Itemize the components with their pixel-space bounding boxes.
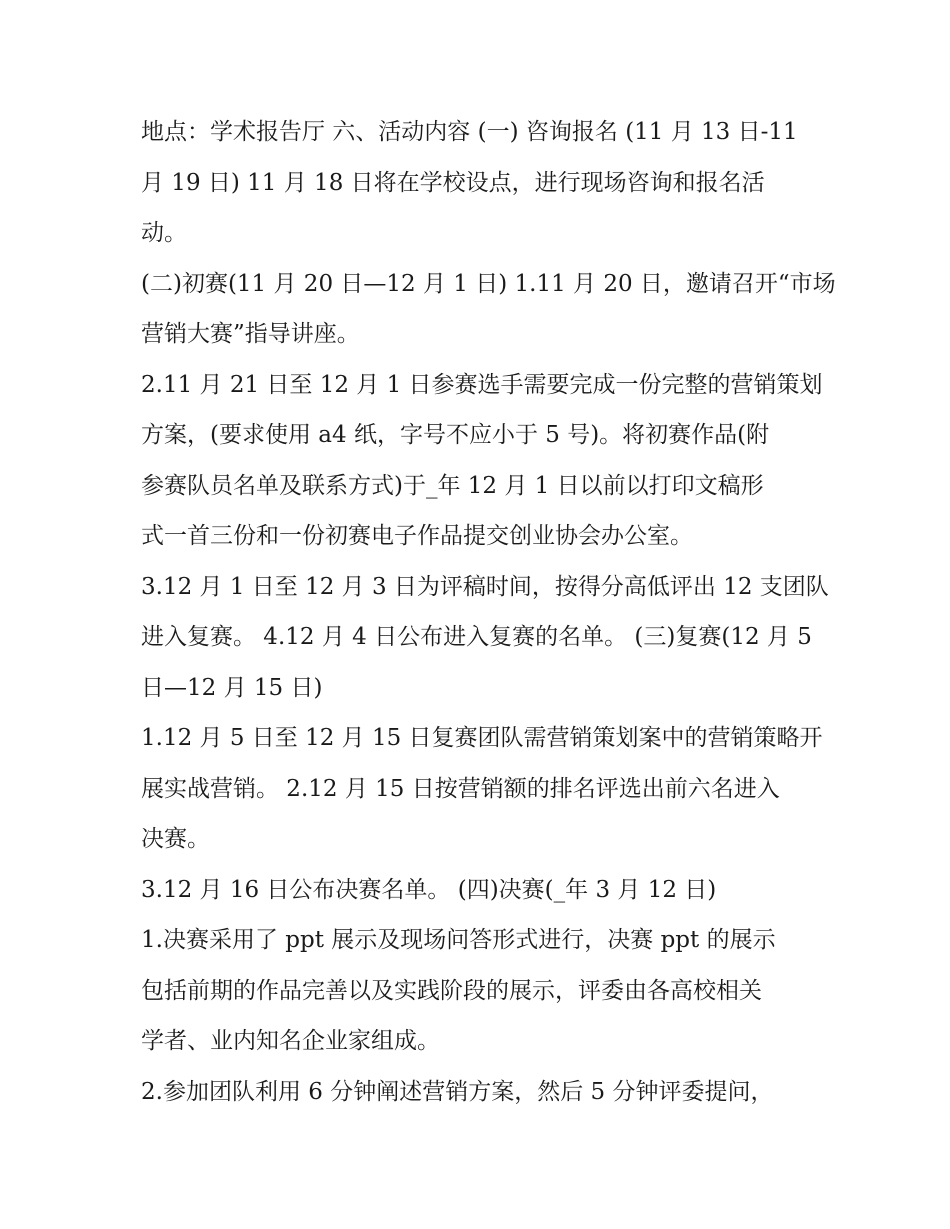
text-line: 2.参加团队利用 6 分钟阐述营销方案，然后 5 分钟评委提问， — [141, 1078, 774, 1105]
text-line: 1.12 月 5 日至 12 月 15 日复赛团队需营销策划案中的营销策略开 — [141, 725, 823, 751]
text-line: 动。 — [141, 220, 187, 246]
text-line: 决赛。 — [141, 826, 210, 852]
text-line: 方案，(要求使用 a4 纸，字号不应小于 5 号)。将初赛作品(附 — [141, 422, 770, 448]
text-line: 进入复赛。 4.12 月 4 日公布进入复赛的名单。 (三)复赛(12 月 5 — [141, 624, 812, 650]
text-line: 学者、业内知名企业家组成。 — [141, 1028, 440, 1054]
text-line: 参赛队员名单及联系方式)于_年 12 月 1 日以前以打印文稿形 — [141, 472, 764, 499]
text-line: 式一首三份和一份初赛电子作品提交创业协会办公室。 — [141, 523, 693, 549]
text-line: 3.12 月 16 日公布决赛名单。 (四)决赛(_年 3 月 12 日) — [141, 876, 717, 903]
document-body — [141, 107, 836, 1117]
text-line: 月 19 日) 11 月 18 日将在学校设点，进行现场咨询和报名活 — [141, 169, 765, 196]
text-line: 地点：学术报告厅 六、活动内容 (一) 咨询报名 (11 月 13 日-11 — [141, 119, 798, 145]
text-line: 1.决赛采用了 ppt 展示及现场问答形式进行，决赛 ppt 的展示 — [141, 927, 776, 953]
text-line: 营销大赛”指导讲座。 — [141, 321, 360, 347]
text-line: 2.11 月 21 日至 12 月 1 日参赛选手需要完成一份完整的营销策划 — [141, 371, 823, 398]
text-line: 展实战营销。 2.12 月 15 日按营销额的排名评选出前六名进入 — [141, 775, 780, 802]
text-line: (二)初赛(11 月 20 日—12 月 1 日) 1.11 月 20 日，邀请召开“市场 — [141, 270, 836, 297]
text-line: 3.12 月 1 日至 12 月 3 日为评稿时间，按得分高低评出 12 支团队 — [141, 573, 829, 600]
text-line: 日—12 月 15 日) — [141, 674, 323, 701]
text-line: 包括前期的作品完善以及实践阶段的展示，评委由各高校相关 — [141, 977, 762, 1004]
